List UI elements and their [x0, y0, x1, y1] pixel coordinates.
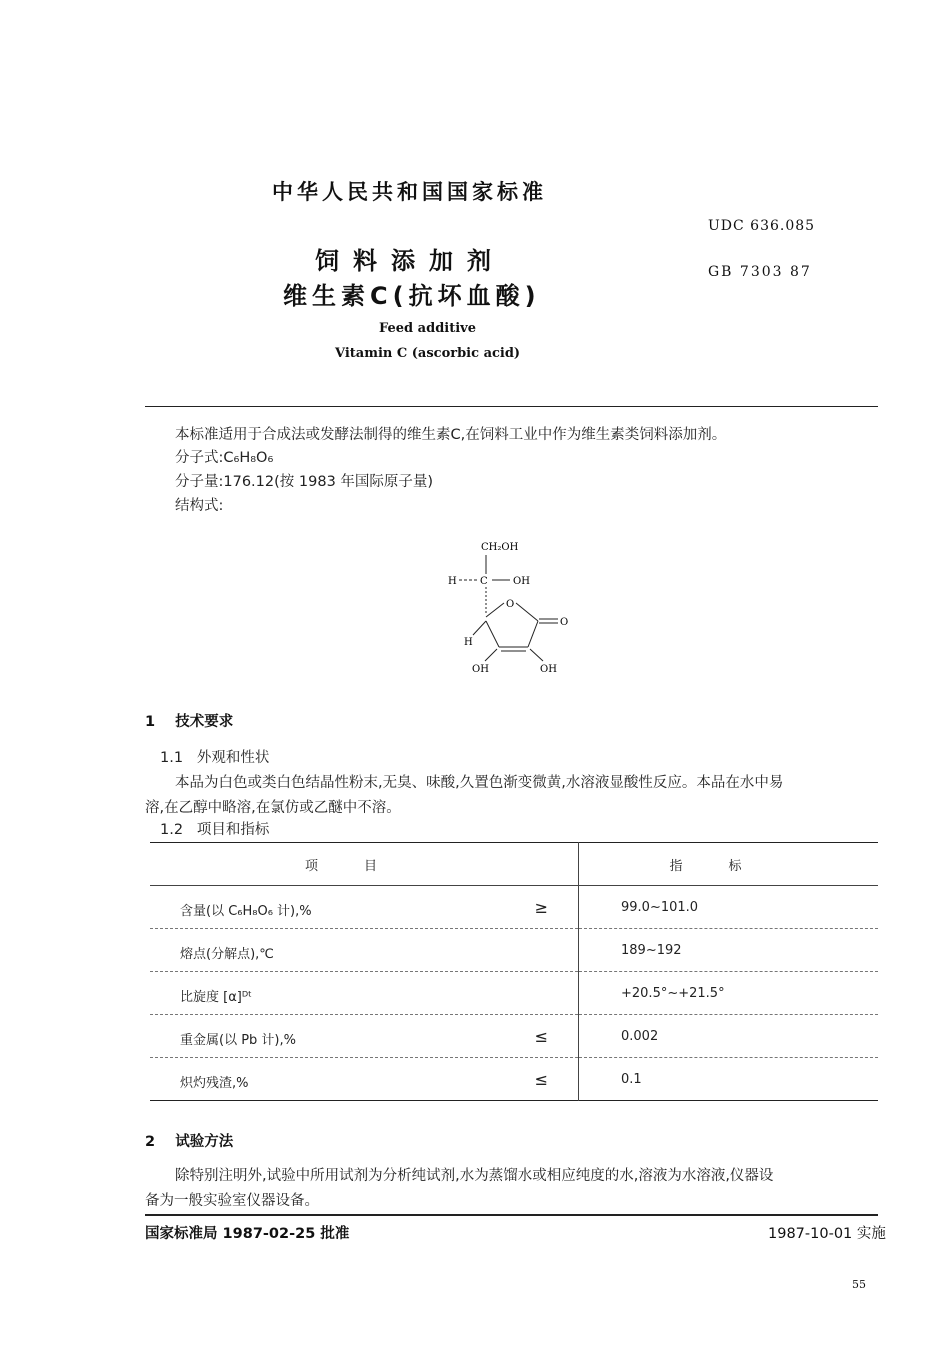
molecular-formula: 分子式:C₆H₈O₆: [175, 450, 274, 466]
section1-title: 技术要求: [175, 714, 234, 730]
row-value: +20.5°~+21.5°: [621, 985, 725, 1001]
appearance-text-line1: 本品为白色或类白色结晶性粉末,无臭、味酸,久置色渐变微黄,水溶液显酸性反应。本品在水中易: [175, 775, 784, 791]
test-methods-text-line2: 备为一般实验室仪器设备。: [145, 1193, 319, 1209]
appearance-text-line2: 溶,在乙醇中略溶,在氯仿或乙醚中不溶。: [145, 800, 401, 816]
row-value: 0.1: [621, 1071, 642, 1087]
doc-title-en-line2: Vitamin C (ascorbic acid): [335, 346, 521, 361]
udc-code: UDC 636.085: [708, 218, 816, 234]
doc-title-line2: 维生素C(抗坏血酸): [283, 282, 541, 310]
subsection-1-1: [160, 746, 269, 767]
table-header-value: 指标: [669, 858, 788, 874]
h-left-label: H: [448, 576, 457, 587]
doc-title-en-line1: Feed additive: [379, 321, 476, 336]
subsection-1-1-number: 1.1: [160, 750, 184, 766]
subsection-1-2: [160, 818, 269, 839]
table-row: [150, 1058, 878, 1101]
carbonyl-oxygen-label: O: [560, 617, 569, 628]
test-methods-text-line1: 除特别注明外,试验中所用试剂为分析纯试剂,水为蒸馏水或相应纯度的水,溶液为水溶液,仪器设: [175, 1168, 774, 1184]
row-item: 含量(以 C₆H₈O₆ 计),%: [180, 904, 312, 919]
row-item: 重金属(以 Pb 计),%: [180, 1033, 296, 1048]
row-item: 比旋度 [α]ᴰᵗ: [180, 990, 252, 1005]
table-row: [150, 972, 878, 1015]
header-divider: [145, 406, 878, 407]
molecular-mass: 分子量:176.12(按 1983 年国际原子量): [175, 474, 434, 490]
page-number: 55: [852, 1278, 866, 1291]
c-center-label: C: [480, 576, 488, 587]
gb-code: GB 7303 87: [708, 264, 812, 280]
approval-date: 国家标准局 1987-02-25 批准: [145, 1226, 350, 1242]
structure-label: 结构式:: [175, 498, 224, 514]
structural-formula: [440, 535, 590, 680]
ring-oxygen-label: O: [506, 599, 515, 610]
ch2oh-label: CH₂OH: [481, 542, 519, 553]
section2-number: 2: [145, 1134, 156, 1150]
subsection-1-1-title: 外观和性状: [196, 750, 270, 766]
specification-table: [150, 842, 878, 1101]
oh-bottom-right-label: OH: [540, 664, 557, 675]
section2-title: 试验方法: [175, 1134, 234, 1150]
row-value: 189~192: [621, 942, 682, 958]
table-header-row: [150, 843, 878, 886]
row-value: 99.0~101.0: [621, 899, 699, 915]
table-row: [150, 1015, 878, 1058]
doc-title-line1: 饲料添加剂: [315, 247, 505, 275]
row-comparator: ≥: [534, 898, 548, 917]
oh-bottom-left-label: OH: [472, 664, 489, 675]
section2-heading: [145, 1130, 233, 1151]
section1-heading: [145, 710, 233, 731]
scope-text: 本标准适用于合成法或发酵法制得的维生素C,在饲料工业中作为维生素类饲料添加剂。: [175, 427, 727, 443]
subsection-1-2-title: 项目和指标: [196, 822, 270, 838]
row-comparator: ≤: [534, 1070, 548, 1089]
row-comparator: ≤: [534, 1027, 548, 1046]
subsection-1-2-number: 1.2: [160, 822, 184, 838]
footer-divider: [145, 1214, 878, 1216]
table-header-item: 项目: [150, 843, 579, 886]
ring-h-label: H: [464, 637, 473, 648]
table-row: [150, 929, 878, 972]
effective-date: 1987-10-01 实施: [768, 1226, 886, 1242]
row-item: 熔点(分解点),℃: [180, 947, 274, 962]
row-item: 炽灼残渣,%: [180, 1076, 249, 1091]
section1-number: 1: [145, 714, 156, 730]
oh-right-label: OH: [513, 576, 530, 587]
table-row: [150, 886, 878, 929]
standard-title: 中华人民共和国国家标准: [272, 180, 547, 204]
row-value: 0.002: [621, 1028, 659, 1044]
